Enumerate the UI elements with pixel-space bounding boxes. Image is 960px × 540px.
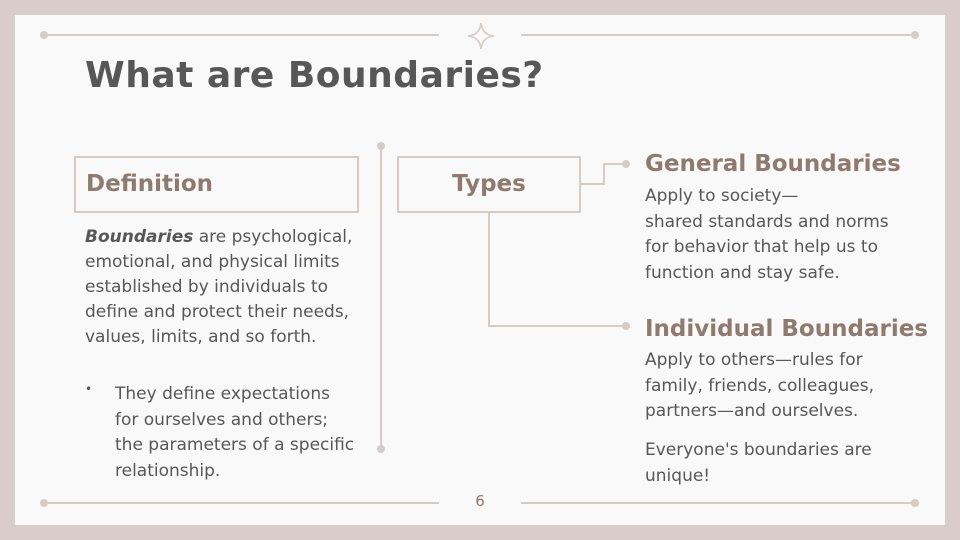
sparkle-star-icon	[466, 21, 496, 51]
unique-note-line: unique!	[645, 465, 711, 486]
bullet-marker: •	[85, 382, 93, 396]
general-line: for behavior that help us to	[645, 237, 878, 257]
types-heading-box	[397, 156, 581, 213]
top-right-dot	[911, 31, 919, 39]
general-line: function and stay safe.	[645, 262, 840, 283]
top-left-rule	[44, 34, 439, 36]
general-line: Apply to society—	[645, 186, 799, 206]
definition-body: are psychological, emotional, and physical limits established by individuals to define and protect their needs, values, limits, and so forth.	[85, 227, 353, 347]
definition-term: Boundaries	[85, 227, 194, 247]
connector-general-v	[603, 163, 605, 185]
bottom-right-rule	[521, 502, 916, 504]
bullet-text: They define expectations for ourselves and others; the parameters of a specific relationship.	[115, 384, 355, 481]
unique-note	[645, 438, 920, 489]
page-number: 6	[475, 492, 485, 510]
top-right-rule	[521, 34, 916, 36]
connector-individual-dot	[622, 322, 630, 330]
definition-text	[85, 225, 360, 350]
individual-line: partners—and ourselves.	[645, 401, 859, 421]
column-divider	[380, 146, 382, 449]
slide	[15, 15, 945, 525]
divider-bottom-dot	[377, 445, 385, 453]
individual-boundaries-heading: Individual Boundaries	[645, 316, 928, 342]
connector-general-h1	[581, 183, 605, 185]
definition-heading: Definition	[86, 171, 214, 197]
general-boundaries-heading: General Boundaries	[645, 151, 901, 177]
individual-line: family, friends, colleagues,	[645, 375, 875, 396]
types-heading: Types	[452, 171, 526, 197]
definition-heading-box	[74, 156, 359, 213]
general-boundaries-text	[645, 184, 920, 286]
connector-individual-h	[488, 325, 626, 327]
page-title: What are Boundaries?	[85, 55, 544, 96]
individual-line: Apply to others—rules for	[645, 350, 863, 370]
bottom-right-dot	[911, 499, 919, 507]
connector-general-dot	[622, 160, 630, 168]
connector-individual-v	[488, 213, 490, 327]
individual-boundaries-text	[645, 348, 920, 425]
bottom-left-rule	[44, 502, 439, 504]
general-line: shared standards and norms	[645, 211, 889, 232]
unique-note-line: Everyone's boundaries are	[645, 440, 872, 460]
